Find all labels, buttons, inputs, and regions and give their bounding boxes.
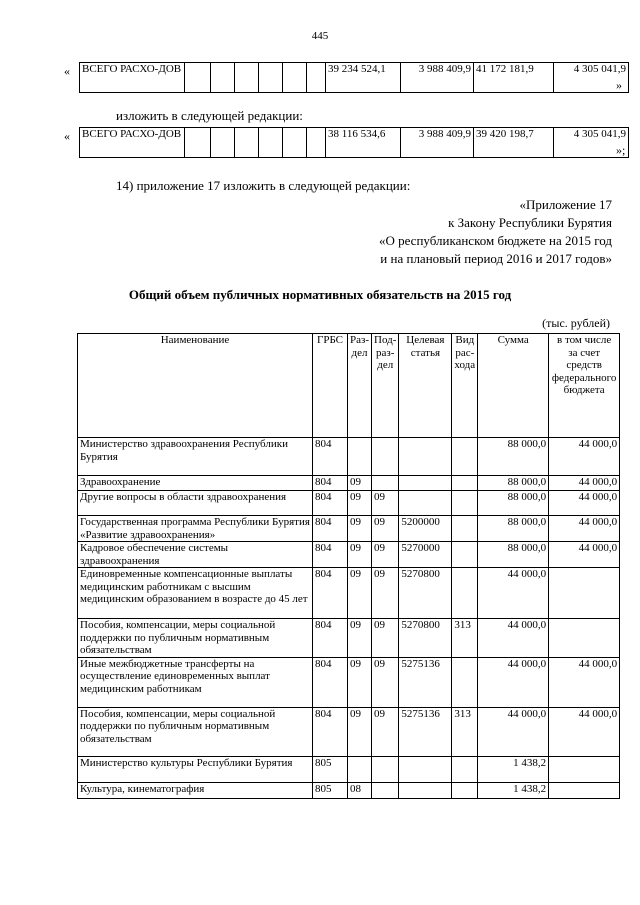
cell-cs: 5270800	[399, 568, 452, 619]
cell-rz: 09	[348, 568, 372, 619]
cell-cs: 5270800	[399, 619, 452, 658]
cell-pr: 09	[372, 657, 399, 707]
cell-rz: 09	[348, 516, 372, 542]
cell-cs	[399, 756, 452, 782]
cell-name: Кадровое обеспечение системы здравоохранения	[78, 542, 313, 568]
table-row	[78, 491, 620, 516]
header-razdel: Раз-дел	[348, 334, 372, 438]
cell-pr: 09	[372, 516, 399, 542]
cell-vr	[452, 782, 478, 798]
cell-name: Министерство культуры Республики Бурятия	[78, 756, 313, 782]
new-total-table	[79, 127, 629, 158]
cell-sum: 88 000,0	[478, 491, 549, 516]
unit-label: (тыс. рублей)	[542, 316, 610, 330]
new-total-v1: 38 116 534,6	[326, 128, 401, 158]
cell-name: Здравоохранение	[78, 476, 313, 491]
header-vid: Вид рас-хода	[452, 334, 478, 438]
cell-cs: 5270000	[399, 542, 452, 568]
table-row	[78, 782, 620, 798]
cell-vr	[452, 491, 478, 516]
cell-name: Пособия, компенсации, меры социальной поддержки по публичным нормативным обязательствам	[78, 619, 313, 658]
old-total-v3: 41 172 181,9	[474, 63, 554, 93]
table-row	[78, 516, 620, 542]
cell-fed	[549, 568, 620, 619]
cell-sum: 44 000,0	[478, 657, 549, 707]
cell-vr: 313	[452, 707, 478, 756]
cell-pr: 09	[372, 542, 399, 568]
obligations-table	[77, 333, 620, 799]
cell-cs: 5275136	[399, 657, 452, 707]
cell-grbs: 804	[313, 657, 348, 707]
table-row	[78, 756, 620, 782]
close-quote-new: »;	[616, 143, 626, 157]
cell-cs: 5200000	[399, 516, 452, 542]
cell-fed: 44 000,0	[549, 542, 620, 568]
cell-pr: 09	[372, 707, 399, 756]
header-podrazdel: Под-раз-дел	[372, 334, 399, 438]
cell-name: Иные межбюджетные трансферты на осуществление единовременных выплат медицинским работникам	[78, 657, 313, 707]
table-row	[78, 542, 620, 568]
cell-fed: 44 000,0	[549, 707, 620, 756]
appendix-line-2: к Закону Республики Бурятия	[448, 215, 612, 230]
cell-cs	[399, 782, 452, 798]
cell-grbs: 804	[313, 707, 348, 756]
header-federal: в том числе за счет средств федерального бюджета	[549, 334, 620, 438]
close-quote-old: »	[616, 78, 622, 92]
cell-name: Другие вопросы в области здравоохранения	[78, 491, 313, 516]
cell-rz: 09	[348, 542, 372, 568]
old-total-label: ВСЕГО РАСХО-ДОВ	[80, 63, 185, 93]
table-body	[78, 438, 620, 799]
old-total-table	[79, 62, 629, 93]
cell-grbs: 805	[313, 756, 348, 782]
cell-rz: 09	[348, 619, 372, 658]
edit-phrase: изложить в следующей редакции:	[116, 108, 303, 123]
cell-vr	[452, 476, 478, 491]
appendix-line-3: «О республиканском бюджете на 2015 год	[378, 233, 612, 248]
cell-grbs: 805	[313, 782, 348, 798]
cell-grbs: 804	[313, 491, 348, 516]
cell-cs: 5275136	[399, 707, 452, 756]
cell-cs	[399, 438, 452, 476]
cell-rz: 09	[348, 707, 372, 756]
table-row	[78, 568, 620, 619]
new-total-v2: 3 988 409,9	[401, 128, 474, 158]
table-row	[78, 619, 620, 658]
cell-rz	[348, 756, 372, 782]
new-total-v4: 4 305 041,9	[554, 128, 629, 158]
cell-rz	[348, 438, 372, 476]
cell-sum: 88 000,0	[478, 516, 549, 542]
old-total-v2: 3 988 409,9	[401, 63, 474, 93]
new-total-label: ВСЕГО РАСХО-ДОВ	[80, 128, 185, 158]
cell-rz: 09	[348, 491, 372, 516]
cell-pr: 09	[372, 619, 399, 658]
cell-pr	[372, 476, 399, 491]
cell-sum: 88 000,0	[478, 438, 549, 476]
new-total-v3: 39 420 198,7	[474, 128, 554, 158]
cell-vr: 313	[452, 619, 478, 658]
header-target: Целевая статья	[399, 334, 452, 438]
cell-vr	[452, 516, 478, 542]
cell-sum: 88 000,0	[478, 476, 549, 491]
appendix-line-1: «Приложение 17	[519, 197, 612, 212]
cell-fed	[549, 756, 620, 782]
cell-vr	[452, 568, 478, 619]
cell-vr	[452, 756, 478, 782]
cell-grbs: 804	[313, 542, 348, 568]
cell-grbs: 804	[313, 516, 348, 542]
cell-fed: 44 000,0	[549, 476, 620, 491]
cell-fed	[549, 619, 620, 658]
cell-pr	[372, 782, 399, 798]
cell-pr	[372, 756, 399, 782]
item-14: 14) приложение 17 изложить в следующей редакции:	[116, 178, 411, 193]
cell-fed: 44 000,0	[549, 516, 620, 542]
cell-cs	[399, 476, 452, 491]
cell-rz: 09	[348, 657, 372, 707]
cell-name: Министерство здравоохранения Республики Бурятия	[78, 438, 313, 476]
header-sum: Сумма	[478, 334, 549, 438]
table-row	[78, 707, 620, 756]
table-row	[78, 657, 620, 707]
cell-sum: 44 000,0	[478, 707, 549, 756]
cell-fed: 44 000,0	[549, 657, 620, 707]
cell-pr: 09	[372, 491, 399, 516]
table-row	[78, 476, 620, 491]
table-header-row	[78, 334, 620, 438]
cell-sum: 44 000,0	[478, 568, 549, 619]
cell-pr: 09	[372, 568, 399, 619]
appendix-caption	[379, 196, 612, 268]
cell-name: Пособия, компенсации, меры социальной поддержки по публичным нормативным обязательствам	[78, 707, 313, 756]
cell-name: Культура, кинематография	[78, 782, 313, 798]
cell-sum: 1 438,2	[478, 782, 549, 798]
cell-name: Государственная программа Республики Бурятия «Развитие здравоохранения»	[78, 516, 313, 542]
cell-rz: 08	[348, 782, 372, 798]
cell-cs	[399, 491, 452, 516]
cell-name: Единовременные компенсационные выплаты медицинским работникам с высшим медицинским образованием в возрасте до 45 лет	[78, 568, 313, 619]
open-quote-new: «	[64, 129, 70, 143]
appendix-line-4: и на плановый период 2016 и 2017 годов»	[380, 251, 612, 266]
cell-vr	[452, 438, 478, 476]
cell-grbs: 804	[313, 476, 348, 491]
open-quote-old: «	[64, 64, 70, 78]
page-number: 445	[311, 30, 329, 42]
page-title: Общий объем публичных нормативных обязательств на 2015 год	[128, 287, 512, 302]
header-name: Наименование	[78, 334, 313, 438]
cell-pr	[372, 438, 399, 476]
table-row	[78, 438, 620, 476]
cell-fed: 44 000,0	[549, 438, 620, 476]
old-total-v4: 4 305 041,9	[554, 63, 629, 93]
cell-vr	[452, 657, 478, 707]
cell-sum: 44 000,0	[478, 619, 549, 658]
cell-rz: 09	[348, 476, 372, 491]
old-total-v1: 39 234 524,1	[326, 63, 401, 93]
cell-vr	[452, 542, 478, 568]
cell-grbs: 804	[313, 619, 348, 658]
cell-sum: 88 000,0	[478, 542, 549, 568]
cell-fed: 44 000,0	[549, 491, 620, 516]
header-grbs: ГРБС	[313, 334, 348, 438]
cell-fed	[549, 782, 620, 798]
cell-sum: 1 438,2	[478, 756, 549, 782]
cell-grbs: 804	[313, 438, 348, 476]
cell-grbs: 804	[313, 568, 348, 619]
